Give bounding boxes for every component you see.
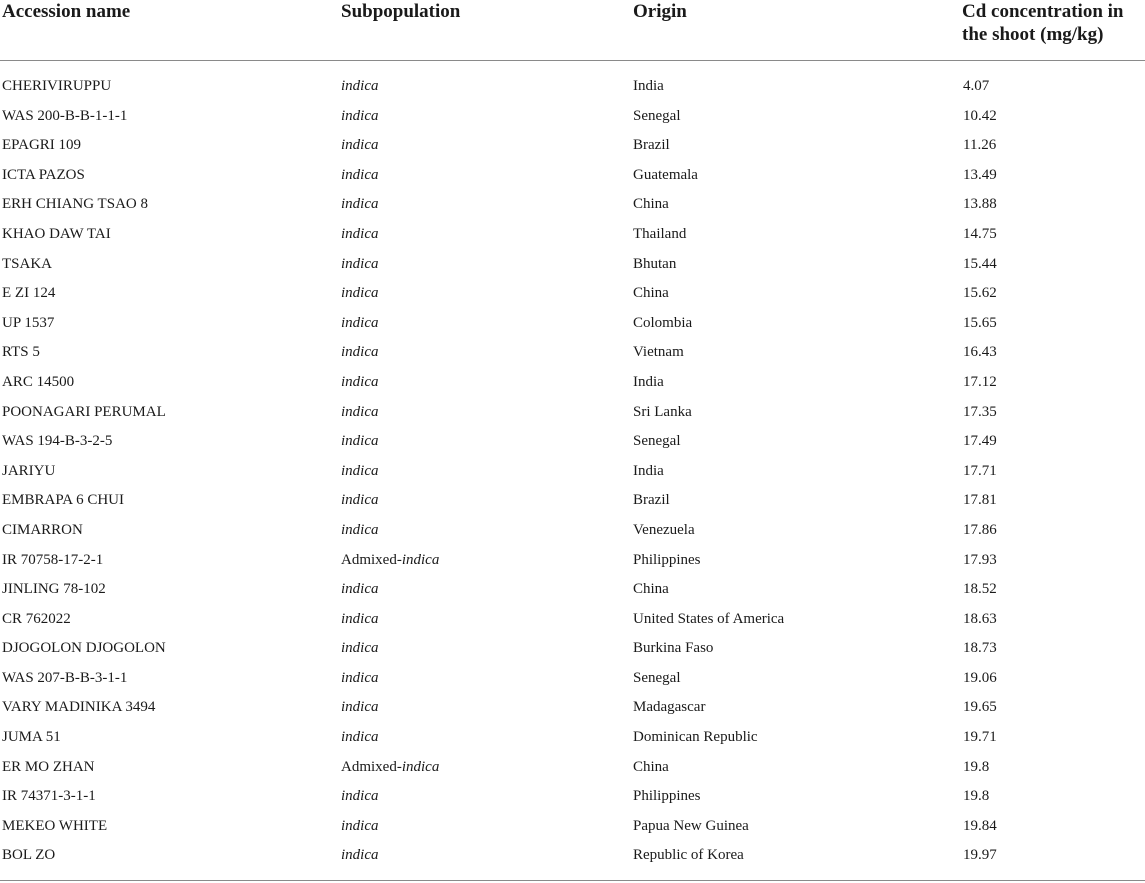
- cd-concentration-cell: 18.63: [963, 610, 997, 627]
- accession-name-cell: RTS 5: [2, 344, 40, 361]
- subpopulation-cell: [341, 398, 379, 428]
- table-row: [0, 72, 1145, 102]
- subpopulation-name: indica: [341, 137, 379, 154]
- cd-concentration-cell: 11.26: [963, 137, 997, 154]
- subpopulation-name: indica: [341, 373, 379, 390]
- origin-cell: Papua New Guinea: [633, 817, 749, 834]
- accession-name-cell: ICTA PAZOS: [2, 166, 85, 183]
- accession-name-cell: JINLING 78-102: [2, 581, 106, 598]
- cd-concentration-cell: 13.88: [963, 196, 997, 213]
- subpopulation-cell: [341, 427, 379, 457]
- cd-concentration-cell: 19.84: [963, 817, 997, 834]
- subpopulation-cell: [341, 605, 379, 635]
- accession-name-cell: CHERIVIRUPPU: [2, 78, 112, 94]
- subpopulation-cell: [341, 723, 379, 753]
- origin-cell: China: [633, 196, 669, 213]
- subpopulation-name: indica: [341, 107, 379, 124]
- accession-name-cell: ER MO ZHAN: [2, 758, 95, 775]
- subpopulation-cell: [341, 368, 379, 398]
- subpopulation-name: indica: [341, 729, 379, 746]
- origin-cell: Brazil: [633, 137, 670, 154]
- table-row: [0, 427, 1145, 457]
- accession-name-cell: VARY MADINIKA 3494: [2, 699, 156, 716]
- subpopulation-cell: [341, 131, 379, 161]
- subpopulation-cell: [341, 812, 379, 842]
- table-row: [0, 131, 1145, 161]
- subpopulation-cell: [341, 190, 379, 220]
- accession-name-cell: ARC 14500: [2, 373, 75, 390]
- subpopulation-prefix: Admixed-: [341, 551, 402, 568]
- cd-concentration-cell: 13.49: [963, 166, 997, 183]
- header-cd-line1: Cd concentration in: [962, 1, 1124, 22]
- accession-name-cell: MEKEO WHITE: [2, 817, 108, 834]
- subpopulation-name: indica: [341, 225, 379, 242]
- subpopulation-cell: [341, 841, 379, 871]
- subpopulation-cell: [341, 250, 379, 280]
- header-cd-line2: the shoot (mg/kg): [962, 24, 1104, 45]
- subpopulation-cell: [341, 546, 439, 576]
- cd-concentration-cell: 4.07: [963, 78, 990, 94]
- cd-concentration-cell: 17.49: [963, 433, 997, 450]
- table-row: [0, 664, 1145, 694]
- origin-cell: India: [633, 78, 664, 94]
- accession-name-cell: WAS 200-B-B-1-1-1: [2, 107, 128, 124]
- origin-cell: Burkina Faso: [633, 640, 714, 657]
- subpopulation-name: indica: [341, 196, 379, 213]
- subpopulation-cell: [341, 753, 439, 783]
- cd-concentration-cell: 17.71: [963, 462, 997, 479]
- subpopulation-name: indica: [341, 403, 379, 420]
- accession-name-cell: WAS 207-B-B-3-1-1: [2, 669, 128, 686]
- cd-concentration-cell: 17.93: [963, 551, 997, 568]
- table-row: [0, 338, 1145, 368]
- table-row: [0, 516, 1145, 546]
- table-row: [0, 220, 1145, 250]
- table-row: [0, 309, 1145, 339]
- subpopulation-name: indica: [341, 669, 379, 686]
- origin-cell: Venezuela: [633, 521, 695, 538]
- subpopulation-cell: [341, 782, 379, 812]
- cd-concentration-cell: 17.35: [963, 403, 997, 420]
- table-bottom-rule: [0, 880, 1145, 881]
- subpopulation-name: indica: [341, 581, 379, 598]
- accession-name-cell: JARIYU: [2, 462, 56, 479]
- origin-cell: Senegal: [633, 433, 681, 450]
- origin-cell: Dominican Republic: [633, 729, 758, 746]
- table-row: [0, 190, 1145, 220]
- subpopulation-cell: [341, 309, 379, 339]
- subpopulation-name: indica: [341, 817, 379, 834]
- origin-cell: United States of America: [633, 610, 785, 627]
- cd-concentration-cell: 14.75: [963, 225, 997, 242]
- accession-name-cell: JUMA 51: [2, 729, 61, 746]
- subpopulation-name: indica: [341, 314, 379, 331]
- header-origin: Origin: [633, 1, 687, 22]
- accession-name-cell: CR 762022: [2, 610, 71, 627]
- table-row: [0, 486, 1145, 516]
- subpopulation-name: indica: [401, 551, 440, 568]
- origin-cell: Vietnam: [633, 344, 684, 361]
- subpopulation-cell: [341, 161, 379, 191]
- header-cd-concentration: [962, 0, 1145, 46]
- table-row: [0, 546, 1145, 576]
- table-header: [0, 0, 1145, 61]
- origin-cell: Senegal: [633, 107, 681, 124]
- origin-cell: China: [633, 285, 669, 302]
- cd-concentration-cell: 15.44: [963, 255, 997, 272]
- cd-concentration-cell: 18.73: [963, 640, 997, 657]
- accession-name-cell: TSAKA: [2, 255, 53, 272]
- table-row: [0, 250, 1145, 280]
- subpopulation-name: indica: [341, 433, 379, 450]
- header-accession-name: Accession name: [2, 1, 131, 22]
- subpopulation-name: indica: [341, 255, 379, 272]
- accession-name-cell: DJOGOLON DJOGOLON: [2, 640, 166, 657]
- cd-concentration-cell: 19.8: [963, 788, 990, 805]
- cd-concentration-cell: 19.8: [963, 758, 990, 775]
- accession-name-cell: ERH CHIANG TSAO 8: [2, 196, 148, 213]
- table-row: [0, 368, 1145, 398]
- origin-cell: Philippines: [633, 788, 701, 805]
- cd-concentration-cell: 18.52: [963, 581, 997, 598]
- cd-concentration-cell: 17.12: [963, 373, 997, 390]
- cd-concentration-cell: 15.62: [963, 285, 997, 302]
- accession-name-cell: WAS 194-B-3-2-5: [2, 433, 113, 450]
- cd-concentration-cell: 10.42: [963, 107, 997, 124]
- subpopulation-cell: [341, 338, 379, 368]
- origin-cell: Republic of Korea: [633, 847, 744, 864]
- subpopulation-cell: [341, 693, 379, 723]
- subpopulation-name: indica: [341, 344, 379, 361]
- accession-name-cell: IR 70758-17-2-1: [2, 551, 104, 568]
- subpopulation-cell: [341, 575, 379, 605]
- cd-concentration-cell: 17.86: [963, 521, 997, 538]
- table-row: [0, 102, 1145, 132]
- table-row: [0, 605, 1145, 635]
- subpopulation-name: indica: [401, 758, 440, 775]
- table-row: [0, 723, 1145, 753]
- subpopulation-name: indica: [341, 847, 379, 864]
- table-row: [0, 693, 1145, 723]
- accession-name-cell: UP 1537: [2, 314, 55, 331]
- table-body: [0, 72, 1145, 871]
- accession-name-cell: BOL ZO: [2, 847, 56, 864]
- subpopulation-name: indica: [341, 462, 379, 479]
- subpopulation-cell: [341, 72, 379, 102]
- origin-cell: India: [633, 462, 664, 479]
- origin-cell: Madagascar: [633, 699, 706, 716]
- origin-cell: Colombia: [633, 314, 693, 331]
- table-row: [0, 782, 1145, 812]
- table-row: [0, 634, 1145, 664]
- subpopulation-cell: [341, 102, 379, 132]
- subpopulation-name: indica: [341, 788, 379, 805]
- table-row: [0, 457, 1145, 487]
- subpopulation-name: indica: [341, 699, 379, 716]
- cd-concentration-cell: 15.65: [963, 314, 997, 331]
- cd-concentration-cell: 19.06: [963, 669, 997, 686]
- subpopulation-cell: [341, 634, 379, 664]
- subpopulation-cell: [341, 457, 379, 487]
- accession-name-cell: E ZI 124: [2, 285, 56, 302]
- table-row: [0, 575, 1145, 605]
- cd-concentration-cell: 19.71: [963, 729, 997, 746]
- origin-cell: Guatemala: [633, 166, 698, 183]
- table-row: [0, 279, 1145, 309]
- subpopulation-name: indica: [341, 640, 379, 657]
- subpopulation-name: indica: [341, 610, 379, 627]
- accession-name-cell: POONAGARI PERUMAL: [2, 403, 166, 420]
- accession-name-cell: KHAO DAW TAI: [2, 225, 111, 242]
- table-row: [0, 841, 1145, 871]
- accession-name-cell: IR 74371-3-1-1: [2, 788, 96, 805]
- origin-cell: Thailand: [633, 225, 687, 242]
- subpopulation-cell: [341, 664, 379, 694]
- origin-cell: India: [633, 373, 664, 390]
- cd-concentration-cell: 19.65: [963, 699, 997, 716]
- origin-cell: China: [633, 758, 669, 775]
- origin-cell: China: [633, 581, 669, 598]
- subpopulation-cell: [341, 220, 379, 250]
- subpopulation-cell: [341, 516, 379, 546]
- cd-concentration-cell: 17.81: [963, 492, 997, 509]
- origin-cell: Philippines: [633, 551, 701, 568]
- subpopulation-cell: [341, 279, 379, 309]
- cd-concentration-cell: 16.43: [963, 344, 997, 361]
- subpopulation-prefix: Admixed-: [341, 758, 402, 775]
- origin-cell: Sri Lanka: [633, 403, 692, 420]
- cd-concentration-cell: 19.97: [963, 847, 997, 864]
- accession-name-cell: CIMARRON: [2, 521, 83, 538]
- table-row: [0, 161, 1145, 191]
- subpopulation-name: indica: [341, 78, 379, 94]
- subpopulation-name: indica: [341, 285, 379, 302]
- accession-name-cell: EMBRAPA 6 CHUI: [2, 492, 124, 509]
- subpopulation-name: indica: [341, 521, 379, 538]
- subpopulation-name: indica: [341, 166, 379, 183]
- table-row: [0, 812, 1145, 842]
- table-row: [0, 398, 1145, 428]
- origin-cell: Senegal: [633, 669, 681, 686]
- subpopulation-name: indica: [341, 492, 379, 509]
- subpopulation-cell: [341, 486, 379, 516]
- table-row: [0, 753, 1145, 783]
- header-subpopulation: Subpopulation: [341, 1, 461, 22]
- accession-name-cell: EPAGRI 109: [2, 137, 82, 154]
- origin-cell: Bhutan: [633, 255, 677, 272]
- origin-cell: Brazil: [633, 492, 670, 509]
